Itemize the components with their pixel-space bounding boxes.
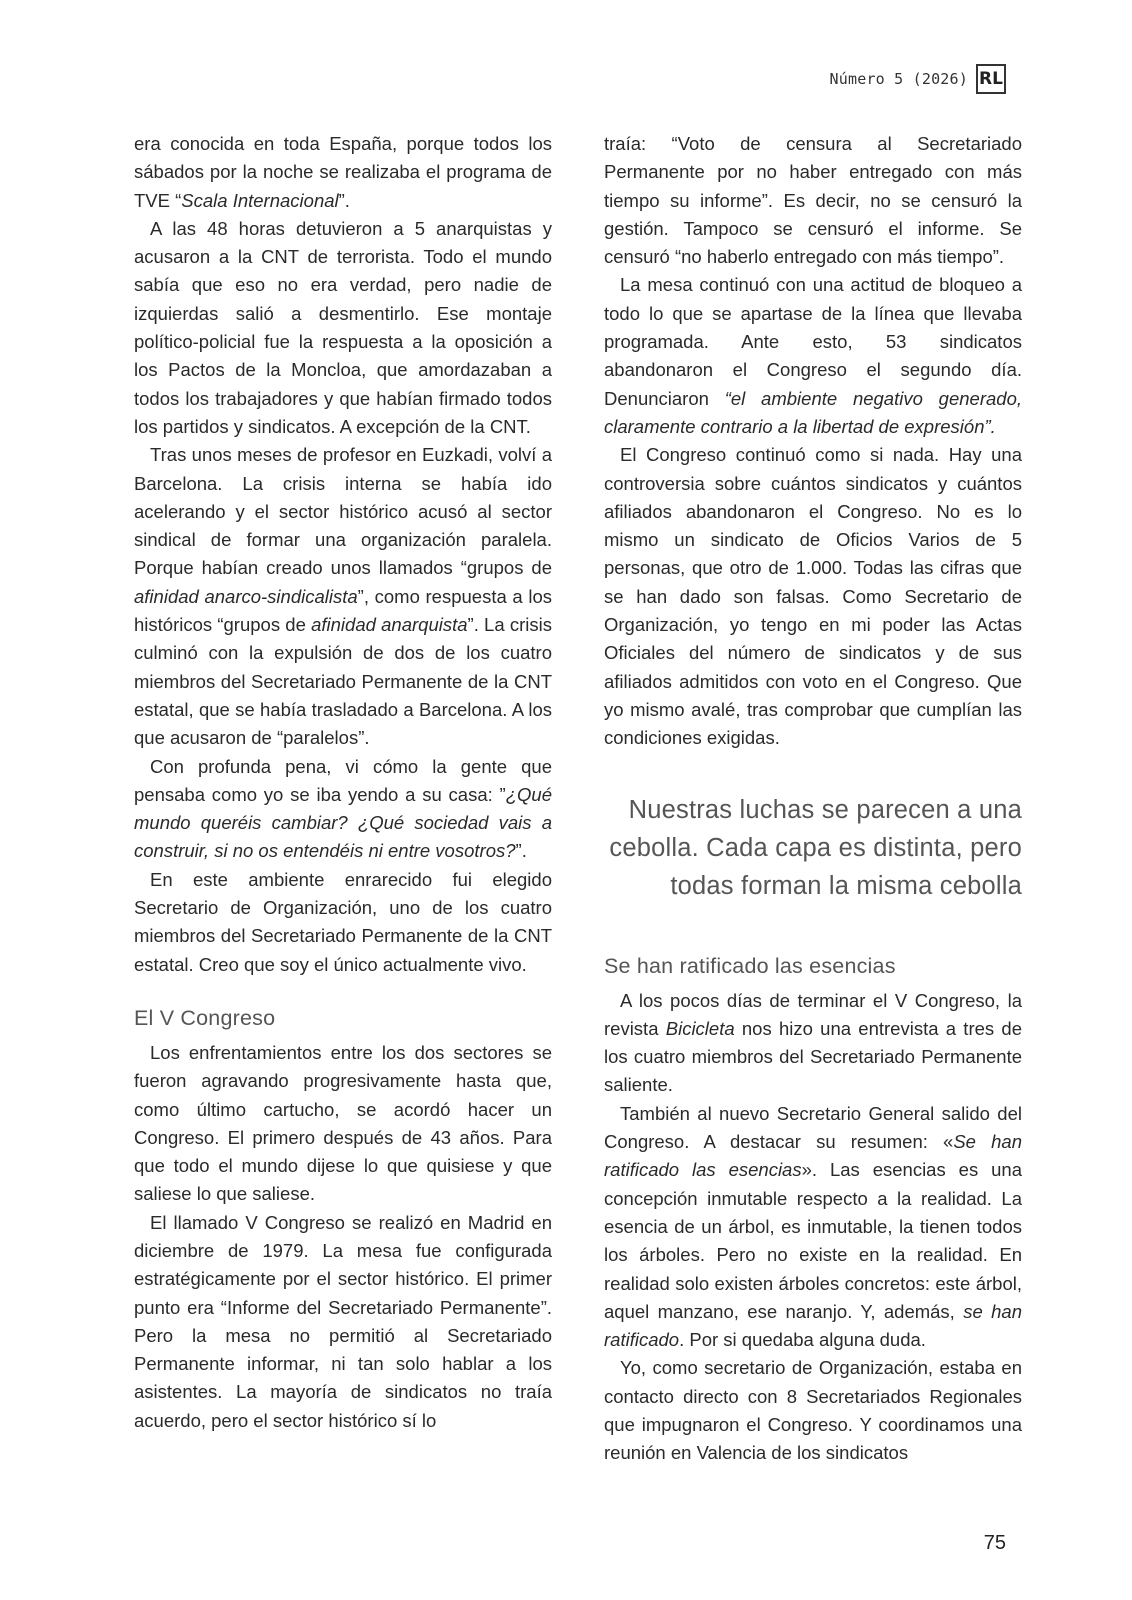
paragraph: El Congreso continuó como si nada. Hay una controversia sobre cuántos sindicatos y cuántos afiliados abandonaron el Congreso. No es lo mismo un sindicato de Oficios Varios de 5 personas, que otro de 1.000. Todas las cifras que se han dado son falsas. Como Secretario de Organización, yo tengo en mi poder las Actas Oficiales del número de sindicatos y de sus afiliados admitidos con voto en el Congreso. Que yo mismo avalé, tras comprobar que cumplían las condiciones exigidas. bbox=[604, 444, 1022, 749]
page-number: 75 bbox=[983, 1532, 1006, 1554]
page-header bbox=[830, 64, 1006, 94]
pull-quote: Nuestras luchas se parecen a una cebolla. Cada capa es distinta, pero todas forman la misma cebolla bbox=[609, 795, 1022, 900]
rl-logo: RL bbox=[976, 64, 1006, 94]
paragraph: A los pocos días de terminar el V Congreso, la revista Bicicleta nos hizo una entrevista a tres de los cuatro miembros del Secretariado Permanente saliente. bbox=[604, 989, 1022, 1096]
paragraph: Con profunda pena, vi cómo la gente que pensaba como yo se iba yendo a su casa: ”¿Qué mundo queréis cambiar? ¿Qué sociedad vais a construir, si no os entendéis ni entre vosotros?”. bbox=[134, 755, 552, 862]
paragraph: traía: “Voto de censura al Secretariado Permanente por no haber entregado con más tiempo su informe”. Es decir, no se censuró la gestión. Tampoco se censuró el informe. Se censuró “no haberlo entregado con más tiempo”. bbox=[604, 133, 1022, 268]
paragraph: A las 48 horas detuvieron a 5 anarquistas y acusaron a la CNT de terrorista. Todo el mundo sabía que eso no era verdad, pero nadie de izquierdas salió a desmentirlo. Ese montaje político-policial fue la respuesta a la oposición a los Pactos de la Moncloa, que amordazaban a todos los trabajadores y que habían firmado todos los partidos y sindicatos. A excepción de la CNT. bbox=[134, 217, 552, 437]
section-heading: Se han ratificado las esencias bbox=[604, 953, 896, 978]
paragraph: También al nuevo Secretario General salido del Congreso. A destacar su resumen: «Se han ratificado las esencias». Las esencias es una concepción inmutable respecto a la realidad. La esencia de un árbol, es inmutable, la tienen todos los árboles. Pero no existe en la realidad. En realidad solo existen árboles concretos: este árbol, aquel manzano, ese naranjo. Y, además, se han ratificado. Por si quedaba alguna duda. bbox=[604, 1102, 1023, 1351]
issue-label: Número 5 (2026) bbox=[829, 70, 968, 88]
paragraph: El llamado V Congreso se realizó en Madrid en diciembre de 1979. La mesa fue configurada estratégicamente por el sector histórico. El primer punto era “Informe del Secretariado Permanente”. Pero la mesa no permitió al Secretariado Permanente informar, ni tan solo hablar a los asistentes. La mayoría de sindicatos no traía acuerdo, pero el sector histórico sí lo bbox=[134, 1211, 552, 1431]
paragraph: En este ambiente enrarecido fui elegido Secretario de Organización, uno de los cuatro miembros del Secretariado Permanente de la CNT estatal. Creo que soy el único actualmente vivo. bbox=[134, 868, 552, 975]
left-column bbox=[134, 130, 552, 1435]
paragraph: era conocida en toda España, porque todos los sábados por la noche se realizaba el programa de TVE “Scala Internacional”. bbox=[134, 133, 552, 211]
paragraph: La mesa continuó con una actitud de bloqueo a todo lo que se apartase de la línea que llevaba programada. Ante esto, 53 sindicatos abandonaron el Congreso el segundo día. Denunciaron “el ambiente negativo generado, claramente contrario a la libertad de expresión”. bbox=[604, 274, 1022, 437]
paragraph: Los enfrentamientos entre los dos sectores se fueron agravando progresivamente hasta que, como último cartucho, se acordó hacer un Congreso. El primero después de 43 años. Para que todo el mundo dijese lo que quisiese y que saliese lo que saliese. bbox=[134, 1041, 552, 1205]
paragraph: Tras unos meses de profesor en Euzkadi, volví a Barcelona. La crisis interna se había ido acelerando y el sector histórico acusó al sector sindical de formar una organización paralela. Porque habían creado unos llamados “grupos de afinidad anarco-sindicalista”, como respuesta a los históricos “grupos de afinidad anarquista”. La crisis culminó con la expulsión de dos de los cuatro miembros del Secretariado Permanente de la CNT estatal, que se había trasladado a Barcelona. A los que acusaron de “paralelos”. bbox=[134, 444, 553, 749]
right-column bbox=[604, 130, 1022, 1468]
paragraph: Yo, como secretario de Organización, estaba en contacto directo con 8 Secretariados Regionales que impugnaron el Congreso. Y coordinamos una reunión en Valencia de los sindicatos bbox=[604, 1357, 1022, 1464]
section-heading: El V Congreso bbox=[134, 1005, 276, 1030]
